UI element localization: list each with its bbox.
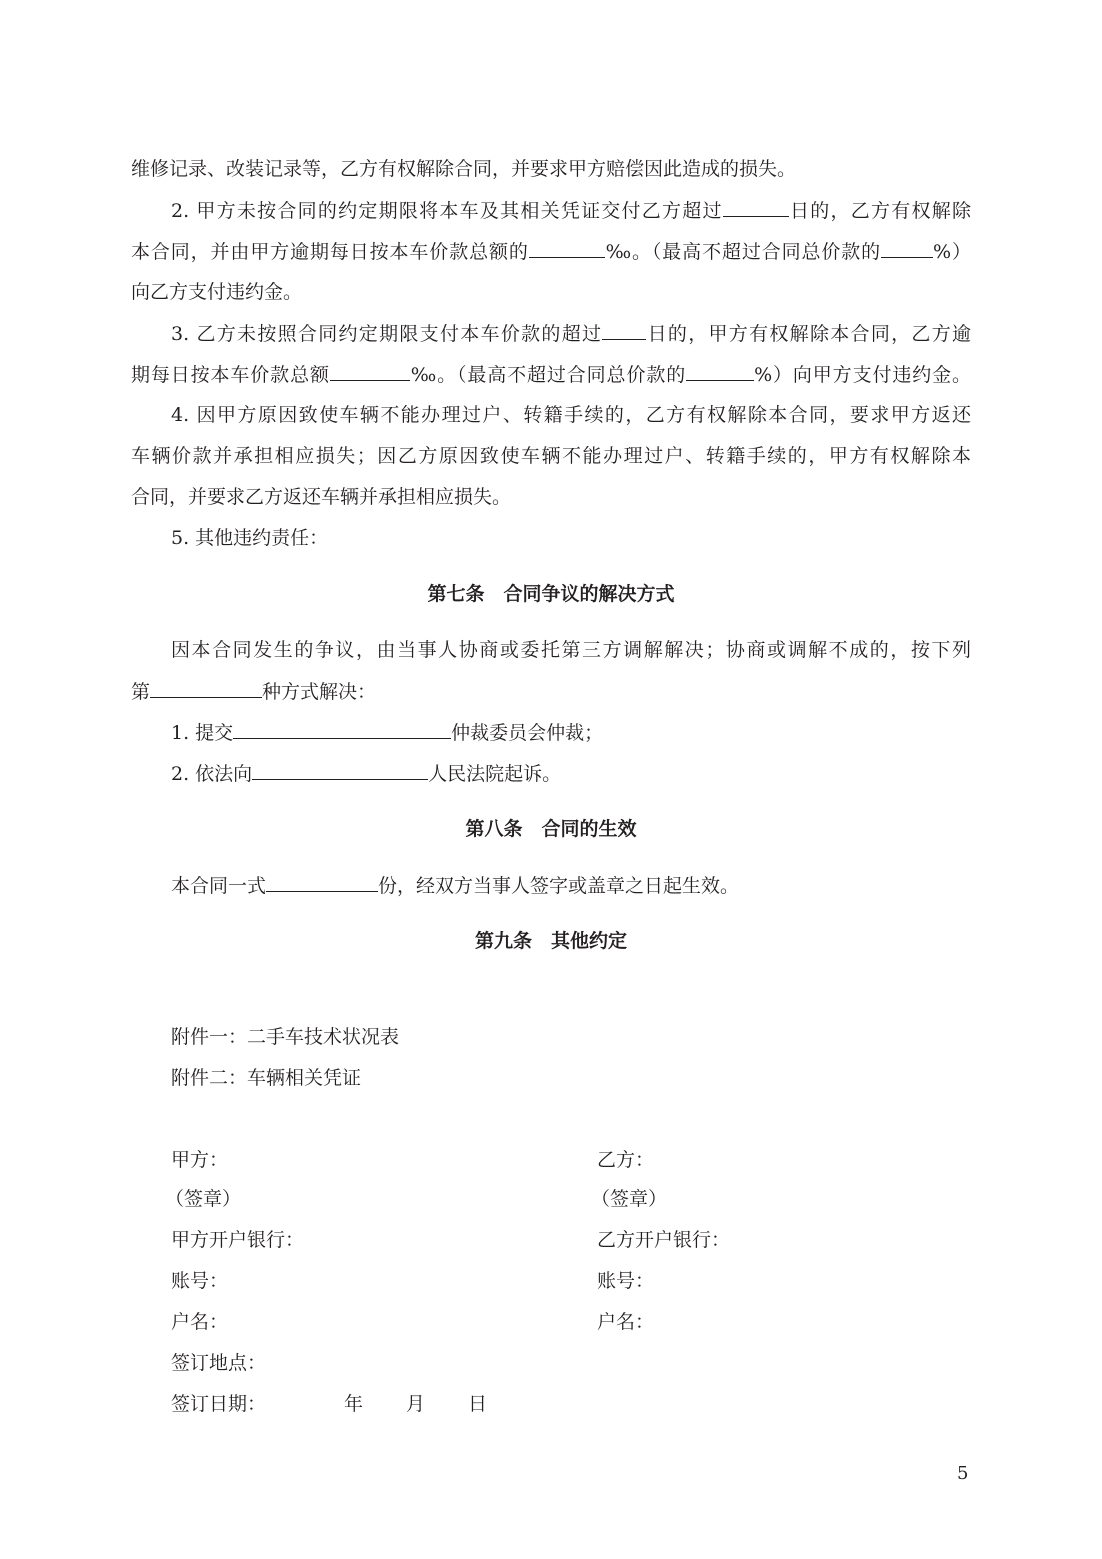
party-a-account-name: 户名： [171,1311,229,1333]
clause-text: 2. 甲方未按合同的约定期限将本车及其相关凭证交付乙方超过 [171,200,723,222]
blank-field [686,361,754,381]
clause-text: 日的，甲方有权解除本合同，乙方逾 [646,323,971,345]
heading-number: 第七条 [427,583,485,605]
clause-text: 日的，乙方有权解除 [788,200,971,222]
attachment-1: 附件一：二手车技术状况表 [171,1026,400,1048]
paragraph-clause-2 [171,197,971,224]
heading-text: 合同的生效 [541,818,637,840]
signing-date-day: 日 [468,1393,488,1415]
paragraph-line [171,760,971,787]
party-b-account-name: 户名： [597,1311,655,1333]
party-a-seal: （签章） [165,1188,242,1210]
blank-field [252,760,428,780]
signing-place: 签订地点： [171,1352,267,1374]
clause-text: ‰。（最高不超过合同总价款的 [409,364,687,386]
clause-text: 人民法院起诉。 [428,763,562,785]
paragraph-clause-3 [171,320,971,347]
paragraph-clause-4: 4. 因甲方原因致使车辆不能办理过户、转籍手续的，乙方有权解除本合同，要求甲方返还 [171,404,971,426]
clause-text: %）向甲方支付违约金。 [754,364,971,386]
blank-field [881,238,933,258]
party-b-seal: （签章） [591,1188,668,1210]
clause-text: 种方式解决： [262,681,377,703]
paragraph-line [171,872,971,899]
party-b-label: 乙方： [597,1149,655,1171]
section-heading-article-9 [0,928,1102,954]
clause-text: 本合同，并由甲方逾期每日按本车价款总额的 [131,241,529,263]
clause-text: 1. 提交 [171,722,234,744]
blank-field [150,678,262,698]
party-a-label: 甲方： [171,1149,229,1171]
party-b-bank: 乙方开户银行： [597,1229,731,1251]
paragraph-line [131,678,971,705]
paragraph-clause-5: 5. 其他违约责任： [171,527,329,549]
blank-field [723,197,789,217]
blank-field [233,719,451,739]
heading-text: 合同争议的解决方式 [503,583,675,605]
attachment-2: 附件二：车辆相关凭证 [171,1067,362,1089]
clause-text: 本合同一式 [171,875,267,897]
clause-text: 仲裁委员会仲裁； [451,722,604,744]
paragraph-line [171,719,971,746]
heading-number: 第八条 [465,818,523,840]
clause-text: 第 [131,681,151,703]
clause-text: 期每日按本车价款总额 [131,364,330,386]
heading-text: 其他约定 [551,930,628,952]
blank-field [330,361,410,381]
clause-text: ‰。（最高不超过合同总价款的 [604,241,882,263]
blank-field [266,872,378,892]
clause-text: 份，经双方当事人签字或盖章之日起生效。 [378,875,740,897]
clause-text: 3. 乙方未按照合同约定期限支付本车价款的超过 [171,323,603,345]
signing-date-month: 月 [406,1393,426,1415]
party-a-account: 账号： [171,1270,229,1292]
paragraph-line: 向乙方支付违约金。 [131,281,303,303]
paragraph-line [131,361,971,388]
paragraph-line: 车辆价款并承担相应损失；因乙方原因致使车辆不能办理过户、转籍手续的，甲方有权解除本 [131,445,971,467]
clause-text: 2. 依法向 [171,763,253,785]
party-a-bank: 甲方开户银行： [171,1229,305,1251]
section-heading-article-7 [0,581,1102,607]
paragraph-text: 维修记录、改装记录等，乙方有权解除合同，并要求甲方赔偿因此造成的损失。 [131,158,797,180]
paragraph-line: 合同，并要求乙方返还车辆并承担相应损失。 [131,486,512,508]
section-heading-article-8 [0,816,1102,842]
signing-date-year: 年 [344,1393,364,1415]
paragraph-line [131,238,971,265]
party-b-account: 账号： [597,1270,655,1292]
page-number: 5 [957,1463,969,1484]
signing-date-label: 签订日期： [171,1393,267,1415]
blank-field [529,238,605,258]
heading-number: 第九条 [474,930,532,952]
blank-field [602,320,646,340]
paragraph-line: 因本合同发生的争议，由当事人协商或委托第三方调解解决；协商或调解不成的，按下列 [171,639,971,661]
clause-text: %） [933,241,971,263]
